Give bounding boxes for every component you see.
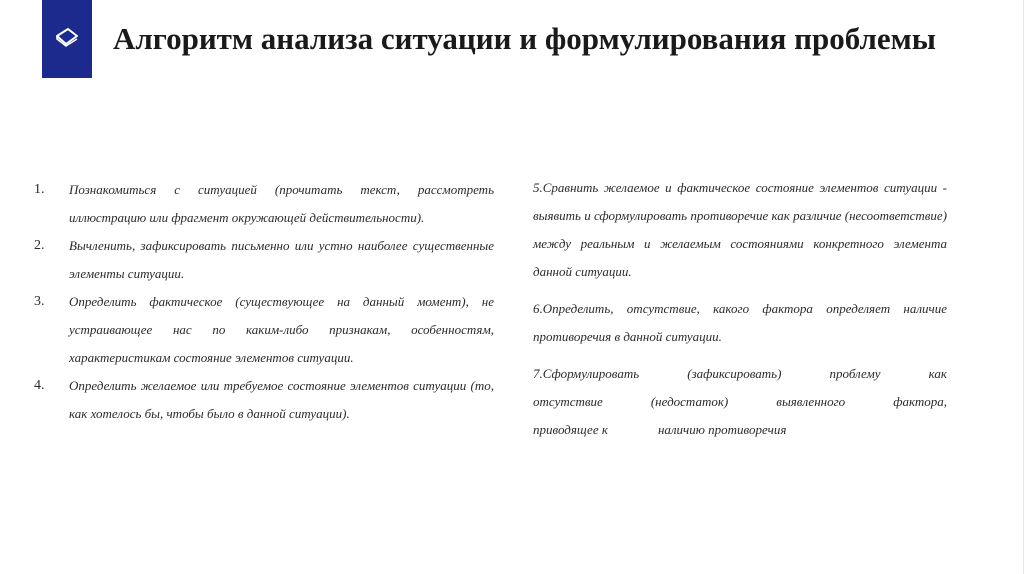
list-item: [34, 372, 494, 428]
list-item-7-line-2: отсутствие (недостаток) выявленного фактора,: [533, 394, 947, 409]
list-item-number: 1.: [34, 182, 45, 197]
list-item-5: 5.Сравнить желаемое и фактическое состояние элементов ситуации - выявить и сформулировать противоречие как различие (несоответствие) между реальным и желаемым состояниями конкретного элемента данной ситуации.: [533, 180, 947, 279]
list-item-text: Познакомиться с ситуацией (прочитать текст, рассмотреть иллюстрацию или фрагмент окружающей действительности).: [69, 182, 494, 225]
list-item-7-line-3: [533, 416, 947, 444]
list-item-text: Определить фактическое (существующее на данный момент), не устраивающее нас по каким-либо признакам, особенностям, характеристикам состояние элементов ситуации.: [69, 294, 494, 365]
list-item-number: 2.: [34, 238, 45, 253]
right-column-list: [533, 174, 947, 444]
open-book-icon: [54, 27, 80, 52]
title-badge: [42, 0, 92, 78]
list-item: [34, 232, 494, 288]
list-item-text: Определить желаемое или требуемое состояние элементов ситуации (то, как хотелось бы, чтобы было в данной ситуации).: [69, 378, 494, 421]
list-item-7-line-3-end: наличию противоречия: [657, 422, 787, 437]
list-item-number: 3.: [34, 294, 45, 309]
list-item-7-line-3-start: приводящее к: [533, 422, 608, 437]
list-item-7: [533, 360, 947, 444]
list-item-text: Вычленить, зафиксировать письменно или устно наиболее существенные элементы ситуации.: [69, 238, 494, 281]
page-title: Алгоритм анализа ситуации и формулирования проблемы: [113, 21, 936, 56]
list-item-6: 6.Определить, отсутствие, какого фактора определяет наличие противоречия в данной ситуации.: [533, 301, 947, 344]
left-column-list: [34, 176, 494, 428]
list-item: [34, 288, 494, 372]
spacer: [608, 416, 658, 444]
list-item: [34, 176, 494, 232]
list-item-7-line-1: 7.Сформулировать (зафиксировать) проблему как: [533, 366, 947, 381]
list-item-number: 4.: [34, 378, 45, 393]
